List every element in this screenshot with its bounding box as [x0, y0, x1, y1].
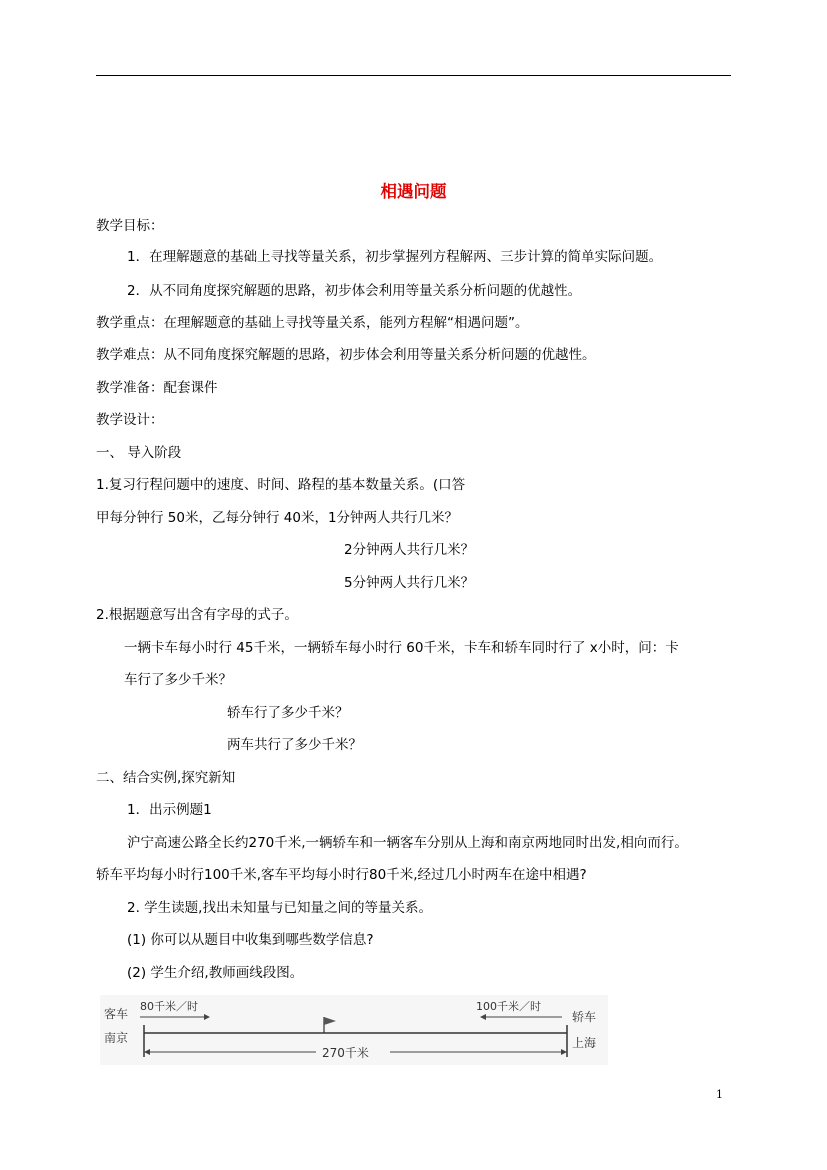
bus-speed-label: 80千米／时: [140, 1000, 198, 1013]
line-segment-diagram: [100, 995, 608, 1065]
header-rule: [96, 75, 731, 76]
key-point: 教学重点：在理解题意的基础上寻找等量关系，能列方程解“相遇问题”。: [96, 315, 529, 331]
objective-2: 2．从不同角度探究解题的思路，初步体会利用等量关系分析问题的优越性。: [127, 283, 582, 299]
preparation: 教学准备：配套课件: [96, 380, 218, 396]
document-title: 相遇问题: [380, 182, 447, 201]
section-2-heading: 二、结合实例,探究新知: [96, 770, 236, 786]
truck-problem-line-2: 车行了多少千米？: [124, 672, 232, 688]
city-nanjing: 南京: [104, 1031, 129, 1045]
objectives-heading: 教学目标：: [96, 218, 164, 234]
distance-arrow-left-head: [144, 1049, 150, 1055]
review-question-3: 5分钟两人共行几米？: [344, 575, 475, 591]
example-text-line-1: 沪宁高速公路全长约270千米,一辆轿车和一辆客车分别从上海和南京两地同时出发,相向而行。: [127, 835, 688, 851]
example-text-line-2: 轿车平均每小时行100千米,客车平均每小时行80千米,经过几小时两车在途中相遇?: [96, 867, 587, 883]
objective-1: 1．在理解题意的基础上寻找等量关系，初步掌握列方程解两、三步计算的简单实际问题。: [127, 249, 663, 265]
truck-question-3: 两车共行了多少千米？: [227, 737, 362, 753]
review-question-1: 甲每分钟行 50米，乙每分钟行 40米，1分钟两人共行几米？: [96, 510, 459, 526]
distance-arrow-right-head: [561, 1049, 567, 1055]
step-2: 2. 学生读题,找出未知量与已知量之间的等量关系。: [127, 900, 432, 916]
review-item-2: 2.根据题意写出含有字母的式子。: [96, 607, 298, 623]
distance-label: 270千米: [322, 1046, 369, 1060]
difficult-point: 教学难点：从不同角度探究解题的思路，初步体会利用等量关系分析问题的优越性。: [96, 347, 596, 363]
review-item-1: 1.复习行程问题中的速度、时间、路程的基本数量关系。(口答: [96, 477, 466, 493]
page-number: 1: [716, 1088, 723, 1101]
car-label: 轿车: [572, 1010, 597, 1024]
bus-arrow-head: [204, 1014, 210, 1020]
flag-icon: [324, 1017, 336, 1025]
example-heading: 1．出示例题1: [127, 802, 212, 818]
section-1-heading: 一、 导入阶段: [96, 445, 182, 461]
bus-label: 客车: [104, 1007, 129, 1021]
review-question-2: 2分钟两人共行几米？: [344, 542, 475, 558]
design-heading: 教学设计：: [96, 412, 164, 428]
truck-problem-line-1: 一辆卡车每小时行 45千米，一辆轿车每小时行 60千米，卡车和轿车同时行了 x小时，问：卡: [124, 640, 679, 656]
car-speed-label: 100千米／时: [476, 1000, 541, 1013]
truck-question-2: 轿车行了多少千米？: [227, 705, 349, 721]
city-shanghai: 上海: [572, 1036, 597, 1050]
step-2-question-2: (2) 学生介绍,教师画线段图。: [127, 965, 304, 981]
step-2-question-1: (1) 你可以从题目中收集到哪些数学信息?: [127, 932, 374, 948]
car-arrow-head: [480, 1014, 486, 1020]
